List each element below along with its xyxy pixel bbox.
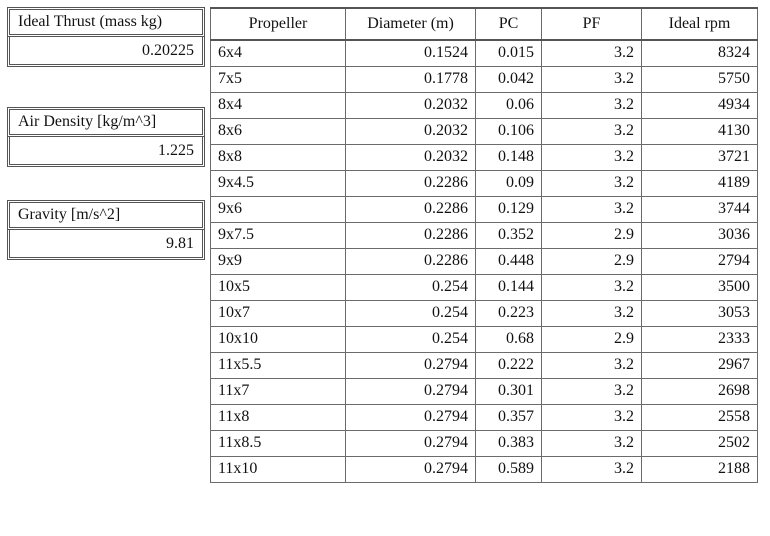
diameter-cell[interactable]: 0.2794 [346, 378, 476, 404]
pf-cell[interactable]: 3.2 [542, 300, 642, 326]
pf-cell[interactable]: 3.2 [542, 352, 642, 378]
diameter-cell[interactable]: 0.254 [346, 274, 476, 300]
pf-cell[interactable]: 3.2 [542, 404, 642, 430]
propeller-cell[interactable]: 10x7 [211, 300, 346, 326]
propeller-table [210, 7, 758, 483]
table-row [211, 118, 758, 144]
table-body [211, 40, 758, 482]
pc-cell[interactable]: 0.68 [476, 326, 542, 352]
propeller-cell[interactable]: 10x5 [211, 274, 346, 300]
ideal-rpm-cell[interactable]: 3721 [642, 144, 758, 170]
table-row [211, 352, 758, 378]
diameter-cell[interactable]: 0.2794 [346, 352, 476, 378]
ideal-rpm-cell[interactable]: 2698 [642, 378, 758, 404]
pc-cell[interactable]: 0.106 [476, 118, 542, 144]
ideal-rpm-cell[interactable]: 4189 [642, 170, 758, 196]
table-row [211, 92, 758, 118]
pf-cell[interactable]: 3.2 [542, 118, 642, 144]
ideal-rpm-cell[interactable]: 3036 [642, 222, 758, 248]
pc-cell[interactable]: 0.222 [476, 352, 542, 378]
col-header-propeller: Propeller [211, 8, 346, 40]
pf-cell[interactable]: 2.9 [542, 326, 642, 352]
pc-cell[interactable]: 0.223 [476, 300, 542, 326]
propeller-cell[interactable]: 7x5 [211, 66, 346, 92]
gravity-value[interactable]: 9.81 [7, 230, 205, 260]
ideal-rpm-cell[interactable]: 4130 [642, 118, 758, 144]
thrust-value[interactable]: 0.20225 [7, 37, 205, 67]
pf-cell[interactable]: 3.2 [542, 144, 642, 170]
table-row [211, 196, 758, 222]
pc-cell[interactable]: 0.352 [476, 222, 542, 248]
pc-cell[interactable]: 0.09 [476, 170, 542, 196]
diameter-cell[interactable]: 0.1778 [346, 66, 476, 92]
ideal-rpm-cell[interactable]: 2967 [642, 352, 758, 378]
air-density-label: Air Density [kg/m^3] [7, 107, 205, 137]
pc-cell[interactable]: 0.589 [476, 456, 542, 482]
pc-cell[interactable]: 0.301 [476, 378, 542, 404]
table-row [211, 66, 758, 92]
propeller-cell[interactable]: 11x8.5 [211, 430, 346, 456]
pf-cell[interactable]: 3.2 [542, 66, 642, 92]
pf-cell[interactable]: 3.2 [542, 378, 642, 404]
thrust-label: Ideal Thrust (mass kg) [7, 7, 205, 37]
propeller-cell[interactable]: 9x6 [211, 196, 346, 222]
param-thrust [7, 7, 205, 67]
diameter-cell[interactable]: 0.2286 [346, 170, 476, 196]
table-row [211, 378, 758, 404]
pf-cell[interactable]: 3.2 [542, 430, 642, 456]
propeller-cell[interactable]: 10x10 [211, 326, 346, 352]
propeller-cell[interactable]: 11x10 [211, 456, 346, 482]
diameter-cell[interactable]: 0.2286 [346, 222, 476, 248]
diameter-cell[interactable]: 0.1524 [346, 40, 476, 66]
ideal-rpm-cell[interactable]: 2502 [642, 430, 758, 456]
air-density-value[interactable]: 1.225 [7, 137, 205, 167]
pc-cell[interactable]: 0.144 [476, 274, 542, 300]
propeller-cell[interactable]: 8x6 [211, 118, 346, 144]
ideal-rpm-cell[interactable]: 4934 [642, 92, 758, 118]
pf-cell[interactable]: 3.2 [542, 456, 642, 482]
diameter-cell[interactable]: 0.2286 [346, 196, 476, 222]
pc-cell[interactable]: 0.383 [476, 430, 542, 456]
diameter-cell[interactable]: 0.2794 [346, 404, 476, 430]
pc-cell[interactable]: 0.357 [476, 404, 542, 430]
ideal-rpm-cell[interactable]: 2333 [642, 326, 758, 352]
pf-cell[interactable]: 3.2 [542, 170, 642, 196]
ideal-rpm-cell[interactable]: 2188 [642, 456, 758, 482]
propeller-cell[interactable]: 11x7 [211, 378, 346, 404]
propeller-cell[interactable]: 9x4.5 [211, 170, 346, 196]
propeller-cell[interactable]: 9x7.5 [211, 222, 346, 248]
table-row [211, 170, 758, 196]
table-row [211, 430, 758, 456]
table-row [211, 222, 758, 248]
param-air-density [7, 107, 205, 167]
ideal-rpm-cell[interactable]: 3500 [642, 274, 758, 300]
table-row [211, 40, 758, 66]
col-header-pc: PC [476, 8, 542, 40]
diameter-cell[interactable]: 0.2032 [346, 144, 476, 170]
pc-cell[interactable]: 0.448 [476, 248, 542, 274]
table-row [211, 300, 758, 326]
propeller-cell[interactable]: 8x8 [211, 144, 346, 170]
table-row [211, 248, 758, 274]
pf-cell[interactable]: 3.2 [542, 274, 642, 300]
col-header-ideal-rpm: Ideal rpm [642, 8, 758, 40]
table-row [211, 404, 758, 430]
propeller-cell[interactable]: 11x8 [211, 404, 346, 430]
diameter-cell[interactable]: 0.2032 [346, 92, 476, 118]
table-row [211, 456, 758, 482]
pf-cell[interactable]: 2.9 [542, 222, 642, 248]
diameter-cell[interactable]: 0.2794 [346, 430, 476, 456]
pc-cell[interactable]: 0.015 [476, 40, 542, 66]
gravity-label: Gravity [m/s^2] [7, 200, 205, 230]
table-row [211, 326, 758, 352]
propeller-cell[interactable]: 9x9 [211, 248, 346, 274]
pf-cell[interactable]: 3.2 [542, 196, 642, 222]
pc-cell[interactable]: 0.06 [476, 92, 542, 118]
ideal-rpm-cell[interactable]: 5750 [642, 66, 758, 92]
pc-cell[interactable]: 0.148 [476, 144, 542, 170]
param-gravity [7, 200, 205, 260]
pf-cell[interactable]: 2.9 [542, 248, 642, 274]
diameter-cell[interactable]: 0.2794 [346, 456, 476, 482]
col-header-diameter: Diameter (m) [346, 8, 476, 40]
diameter-cell[interactable]: 0.254 [346, 326, 476, 352]
propeller-cell[interactable]: 8x4 [211, 92, 346, 118]
table-header-row [211, 8, 758, 40]
ideal-rpm-cell[interactable]: 2794 [642, 248, 758, 274]
diameter-cell[interactable]: 0.254 [346, 300, 476, 326]
diameter-cell[interactable]: 0.2032 [346, 118, 476, 144]
propeller-cell[interactable]: 11x5.5 [211, 352, 346, 378]
pc-cell[interactable]: 0.042 [476, 66, 542, 92]
pc-cell[interactable]: 0.129 [476, 196, 542, 222]
ideal-rpm-cell[interactable]: 8324 [642, 40, 758, 66]
propeller-cell[interactable]: 6x4 [211, 40, 346, 66]
col-header-pf: PF [542, 8, 642, 40]
table-row [211, 144, 758, 170]
table-row [211, 274, 758, 300]
ideal-rpm-cell[interactable]: 3744 [642, 196, 758, 222]
ideal-rpm-cell[interactable]: 2558 [642, 404, 758, 430]
pf-cell[interactable]: 3.2 [542, 40, 642, 66]
diameter-cell[interactable]: 0.2286 [346, 248, 476, 274]
pf-cell[interactable]: 3.2 [542, 92, 642, 118]
ideal-rpm-cell[interactable]: 3053 [642, 300, 758, 326]
